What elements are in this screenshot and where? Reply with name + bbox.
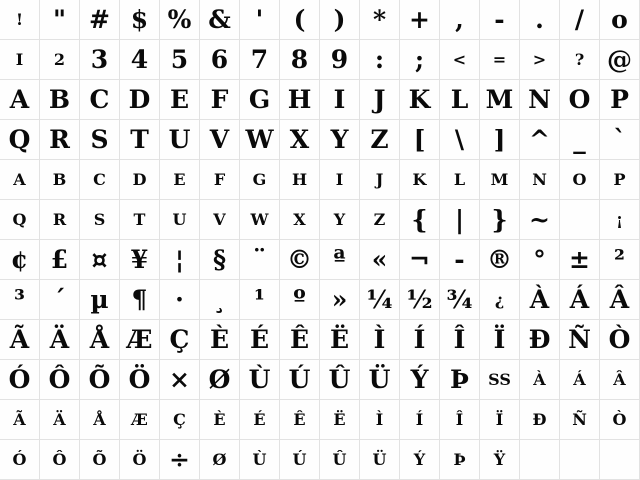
glyph-cell[interactable]: 2 xyxy=(40,40,80,80)
glyph-cell[interactable]: ¾ xyxy=(440,280,480,320)
glyph-cell[interactable]: Ä xyxy=(40,400,80,440)
glyph-cell[interactable]: Ÿ xyxy=(480,440,520,480)
glyph-cell[interactable]: : xyxy=(360,40,400,80)
glyph-cell[interactable]: À xyxy=(520,280,560,320)
glyph-cell[interactable]: Ñ xyxy=(560,400,600,440)
glyph-cell[interactable]: À xyxy=(520,360,560,400)
glyph-cell[interactable]: ( xyxy=(280,0,320,40)
glyph-cell[interactable]: Ä xyxy=(40,320,80,360)
glyph-cell[interactable]: M xyxy=(480,160,520,200)
glyph-cell[interactable]: R xyxy=(40,200,80,240)
glyph-cell[interactable]: Ú xyxy=(280,360,320,400)
glyph-cell[interactable]: D xyxy=(120,80,160,120)
glyph-cell[interactable]: E xyxy=(160,160,200,200)
glyph-cell[interactable]: G xyxy=(240,80,280,120)
glyph-cell[interactable]: È xyxy=(200,320,240,360)
glyph-cell[interactable]: K xyxy=(400,80,440,120)
glyph-cell[interactable]: T xyxy=(120,120,160,160)
glyph-cell[interactable]: ; xyxy=(400,40,440,80)
glyph-cell[interactable]: Ë xyxy=(320,400,360,440)
glyph-cell[interactable]: I xyxy=(320,160,360,200)
glyph-cell[interactable]: × xyxy=(160,360,200,400)
glyph-cell[interactable]: O xyxy=(560,80,600,120)
glyph-cell[interactable]: Î xyxy=(440,320,480,360)
glyph-cell[interactable]: Ö xyxy=(120,440,160,480)
glyph-cell[interactable]: Ï xyxy=(480,320,520,360)
glyph-cell[interactable]: _ xyxy=(560,120,600,160)
glyph-cell[interactable]: Ï xyxy=(480,400,520,440)
glyph-cell[interactable]: Ð xyxy=(520,320,560,360)
glyph-cell[interactable]: Û xyxy=(320,360,360,400)
glyph-cell[interactable]: , xyxy=(440,0,480,40)
glyph-cell[interactable]: E xyxy=(160,80,200,120)
glyph-cell[interactable]: ` xyxy=(600,120,640,160)
glyph-cell[interactable]: Y xyxy=(320,200,360,240)
glyph-cell[interactable]: Æ xyxy=(120,320,160,360)
glyph-cell[interactable]: Å xyxy=(80,400,120,440)
glyph-cell[interactable]: " xyxy=(40,0,80,40)
glyph-cell[interactable]: Ì xyxy=(360,320,400,360)
glyph-cell[interactable]: Î xyxy=(440,400,480,440)
glyph-cell[interactable]: $ xyxy=(120,0,160,40)
glyph-cell[interactable]: © xyxy=(280,240,320,280)
glyph-cell[interactable]: Ô xyxy=(40,360,80,400)
glyph-cell[interactable]: M xyxy=(480,80,520,120)
glyph-cell[interactable]: SS xyxy=(480,360,520,400)
glyph-cell[interactable]: | xyxy=(440,200,480,240)
glyph-cell[interactable]: Ò xyxy=(600,320,640,360)
glyph-cell[interactable]: ] xyxy=(480,120,520,160)
glyph-cell[interactable]: Û xyxy=(320,440,360,480)
glyph-cell[interactable]: Z xyxy=(360,120,400,160)
glyph-cell[interactable]: 5 xyxy=(160,40,200,80)
glyph-cell[interactable]: ÷ xyxy=(160,440,200,480)
glyph-cell[interactable]: · xyxy=(160,280,200,320)
glyph-cell[interactable]: U xyxy=(160,120,200,160)
glyph-cell[interactable]: 9 xyxy=(320,40,360,80)
glyph-cell[interactable]: ¹ xyxy=(240,280,280,320)
glyph-cell[interactable]: U xyxy=(160,200,200,240)
glyph-cell[interactable]: Þ xyxy=(440,360,480,400)
glyph-cell[interactable]: £ xyxy=(40,240,80,280)
glyph-cell[interactable]: ª xyxy=(320,240,360,280)
glyph-cell[interactable]: Ü xyxy=(360,360,400,400)
glyph-cell[interactable]: - xyxy=(480,0,520,40)
glyph-cell[interactable]: H xyxy=(280,80,320,120)
glyph-cell[interactable]: = xyxy=(480,40,520,80)
glyph-cell[interactable]: D xyxy=(120,160,160,200)
glyph-cell[interactable]: Á xyxy=(560,280,600,320)
glyph-cell[interactable]: < xyxy=(440,40,480,80)
glyph-cell[interactable]: ! xyxy=(0,0,40,40)
glyph-cell[interactable]: X xyxy=(280,200,320,240)
glyph-cell[interactable]: ½ xyxy=(400,280,440,320)
glyph-cell[interactable]: } xyxy=(480,200,520,240)
glyph-cell[interactable]: - xyxy=(440,240,480,280)
glyph-cell[interactable]: ¥ xyxy=(120,240,160,280)
glyph-cell[interactable]: G xyxy=(240,160,280,200)
glyph-cell[interactable]: W xyxy=(240,200,280,240)
glyph-cell[interactable]: C xyxy=(80,160,120,200)
glyph-cell[interactable] xyxy=(520,440,560,480)
glyph-cell[interactable]: º xyxy=(280,280,320,320)
glyph-cell[interactable]: \ xyxy=(440,120,480,160)
glyph-cell[interactable]: ³ xyxy=(0,280,40,320)
glyph-cell[interactable]: Y xyxy=(320,120,360,160)
glyph-cell[interactable]: Ð xyxy=(520,400,560,440)
glyph-cell[interactable]: µ xyxy=(80,280,120,320)
glyph-cell[interactable]: Ü xyxy=(360,440,400,480)
glyph-cell[interactable]: P xyxy=(600,160,640,200)
glyph-cell[interactable]: ¢ xyxy=(0,240,40,280)
glyph-cell[interactable]: Þ xyxy=(440,440,480,480)
glyph-cell[interactable]: Â xyxy=(600,280,640,320)
glyph-cell[interactable]: Ê xyxy=(280,320,320,360)
glyph-cell[interactable]: > xyxy=(520,40,560,80)
glyph-cell[interactable]: È xyxy=(200,400,240,440)
glyph-cell[interactable]: 7 xyxy=(240,40,280,80)
glyph-cell[interactable]: N xyxy=(520,80,560,120)
glyph-cell[interactable] xyxy=(560,200,600,240)
glyph-cell[interactable]: . xyxy=(520,0,560,40)
glyph-cell[interactable]: ' xyxy=(240,0,280,40)
glyph-cell[interactable]: É xyxy=(240,320,280,360)
glyph-cell[interactable]: ¦ xyxy=(160,240,200,280)
glyph-cell[interactable]: Ø xyxy=(200,440,240,480)
glyph-cell[interactable]: Í xyxy=(400,320,440,360)
glyph-cell[interactable]: 6 xyxy=(200,40,240,80)
glyph-cell[interactable]: / xyxy=(560,0,600,40)
glyph-cell[interactable]: Ç xyxy=(160,320,200,360)
glyph-cell[interactable]: Ó xyxy=(0,440,40,480)
glyph-cell[interactable]: Í xyxy=(400,400,440,440)
glyph-cell[interactable]: Ú xyxy=(280,440,320,480)
glyph-cell[interactable]: ^ xyxy=(520,120,560,160)
glyph-cell[interactable]: Õ xyxy=(80,360,120,400)
glyph-cell[interactable]: Ã xyxy=(0,400,40,440)
glyph-cell[interactable]: I xyxy=(0,40,40,80)
glyph-cell[interactable]: Ç xyxy=(160,400,200,440)
glyph-cell[interactable]: J xyxy=(360,160,400,200)
glyph-cell[interactable]: o xyxy=(600,0,640,40)
glyph-cell[interactable]: A xyxy=(0,80,40,120)
glyph-cell[interactable]: Ý xyxy=(400,360,440,400)
glyph-cell[interactable]: ¬ xyxy=(400,240,440,280)
glyph-cell[interactable]: J xyxy=(360,80,400,120)
glyph-cell[interactable]: L xyxy=(440,80,480,120)
glyph-cell[interactable]: Å xyxy=(80,320,120,360)
glyph-cell[interactable]: K xyxy=(400,160,440,200)
glyph-cell[interactable]: 4 xyxy=(120,40,160,80)
glyph-cell[interactable]: Ö xyxy=(120,360,160,400)
glyph-cell[interactable]: B xyxy=(40,80,80,120)
glyph-cell[interactable]: A xyxy=(0,160,40,200)
glyph-cell[interactable]: S xyxy=(80,200,120,240)
glyph-cell[interactable]: P xyxy=(600,80,640,120)
glyph-cell[interactable]: « xyxy=(360,240,400,280)
glyph-cell[interactable]: # xyxy=(80,0,120,40)
glyph-cell[interactable]: B xyxy=(40,160,80,200)
glyph-cell[interactable]: Ù xyxy=(240,360,280,400)
glyph-cell[interactable]: Ù xyxy=(240,440,280,480)
glyph-cell[interactable]: V xyxy=(200,120,240,160)
glyph-cell[interactable]: ¿ xyxy=(480,280,520,320)
glyph-cell[interactable]: Q xyxy=(0,200,40,240)
glyph-cell[interactable]: N xyxy=(520,160,560,200)
glyph-cell[interactable]: Ô xyxy=(40,440,80,480)
glyph-cell[interactable]: Ý xyxy=(400,440,440,480)
glyph-cell[interactable]: T xyxy=(120,200,160,240)
glyph-cell[interactable]: [ xyxy=(400,120,440,160)
glyph-cell[interactable]: Ê xyxy=(280,400,320,440)
glyph-cell[interactable]: ¨ xyxy=(240,240,280,280)
glyph-cell[interactable]: ® xyxy=(480,240,520,280)
glyph-cell[interactable]: ¶ xyxy=(120,280,160,320)
glyph-cell[interactable]: Ñ xyxy=(560,320,600,360)
glyph-cell[interactable]: F xyxy=(200,160,240,200)
glyph-cell[interactable]: O xyxy=(560,160,600,200)
glyph-cell[interactable]: V xyxy=(200,200,240,240)
glyph-cell[interactable]: Õ xyxy=(80,440,120,480)
glyph-cell[interactable]: * xyxy=(360,0,400,40)
glyph-cell[interactable]: Â xyxy=(600,360,640,400)
glyph-cell[interactable]: Z xyxy=(360,200,400,240)
glyph-cell[interactable]: ) xyxy=(320,0,360,40)
glyph-cell[interactable]: 3 xyxy=(80,40,120,80)
glyph-cell[interactable]: Á xyxy=(560,360,600,400)
glyph-cell[interactable]: 8 xyxy=(280,40,320,80)
glyph-cell[interactable]: R xyxy=(40,120,80,160)
glyph-cell[interactable]: Q xyxy=(0,120,40,160)
glyph-cell[interactable]: ¸ xyxy=(200,280,240,320)
glyph-cell[interactable]: W xyxy=(240,120,280,160)
glyph-cell[interactable]: Ø xyxy=(200,360,240,400)
glyph-cell[interactable]: Ì xyxy=(360,400,400,440)
glyph-cell[interactable]: X xyxy=(280,120,320,160)
glyph-cell[interactable]: Ó xyxy=(0,360,40,400)
glyph-cell[interactable]: ° xyxy=(520,240,560,280)
glyph-cell[interactable] xyxy=(560,440,600,480)
glyph-cell[interactable]: Ã xyxy=(0,320,40,360)
glyph-cell[interactable]: Ò xyxy=(600,400,640,440)
glyph-cell[interactable]: F xyxy=(200,80,240,120)
glyph-cell[interactable]: @ xyxy=(600,40,640,80)
glyph-cell[interactable]: Ë xyxy=(320,320,360,360)
glyph-cell[interactable]: § xyxy=(200,240,240,280)
glyph-cell[interactable]: I xyxy=(320,80,360,120)
glyph-cell[interactable]: ¤ xyxy=(80,240,120,280)
glyph-cell[interactable]: { xyxy=(400,200,440,240)
glyph-cell[interactable]: C xyxy=(80,80,120,120)
glyph-cell[interactable]: ? xyxy=(560,40,600,80)
glyph-cell[interactable]: » xyxy=(320,280,360,320)
glyph-cell[interactable]: ² xyxy=(600,240,640,280)
glyph-cell[interactable]: H xyxy=(280,160,320,200)
glyph-cell[interactable]: ¡ xyxy=(600,200,640,240)
glyph-cell[interactable]: ¼ xyxy=(360,280,400,320)
glyph-cell[interactable]: % xyxy=(160,0,200,40)
glyph-cell[interactable]: L xyxy=(440,160,480,200)
glyph-cell[interactable]: ´ xyxy=(40,280,80,320)
glyph-cell[interactable]: Æ xyxy=(120,400,160,440)
glyph-cell[interactable]: ± xyxy=(560,240,600,280)
glyph-cell[interactable]: & xyxy=(200,0,240,40)
glyph-cell[interactable]: S xyxy=(80,120,120,160)
glyph-cell[interactable]: ~ xyxy=(520,200,560,240)
glyph-cell[interactable]: É xyxy=(240,400,280,440)
glyph-cell[interactable] xyxy=(600,440,640,480)
glyph-cell[interactable]: + xyxy=(400,0,440,40)
